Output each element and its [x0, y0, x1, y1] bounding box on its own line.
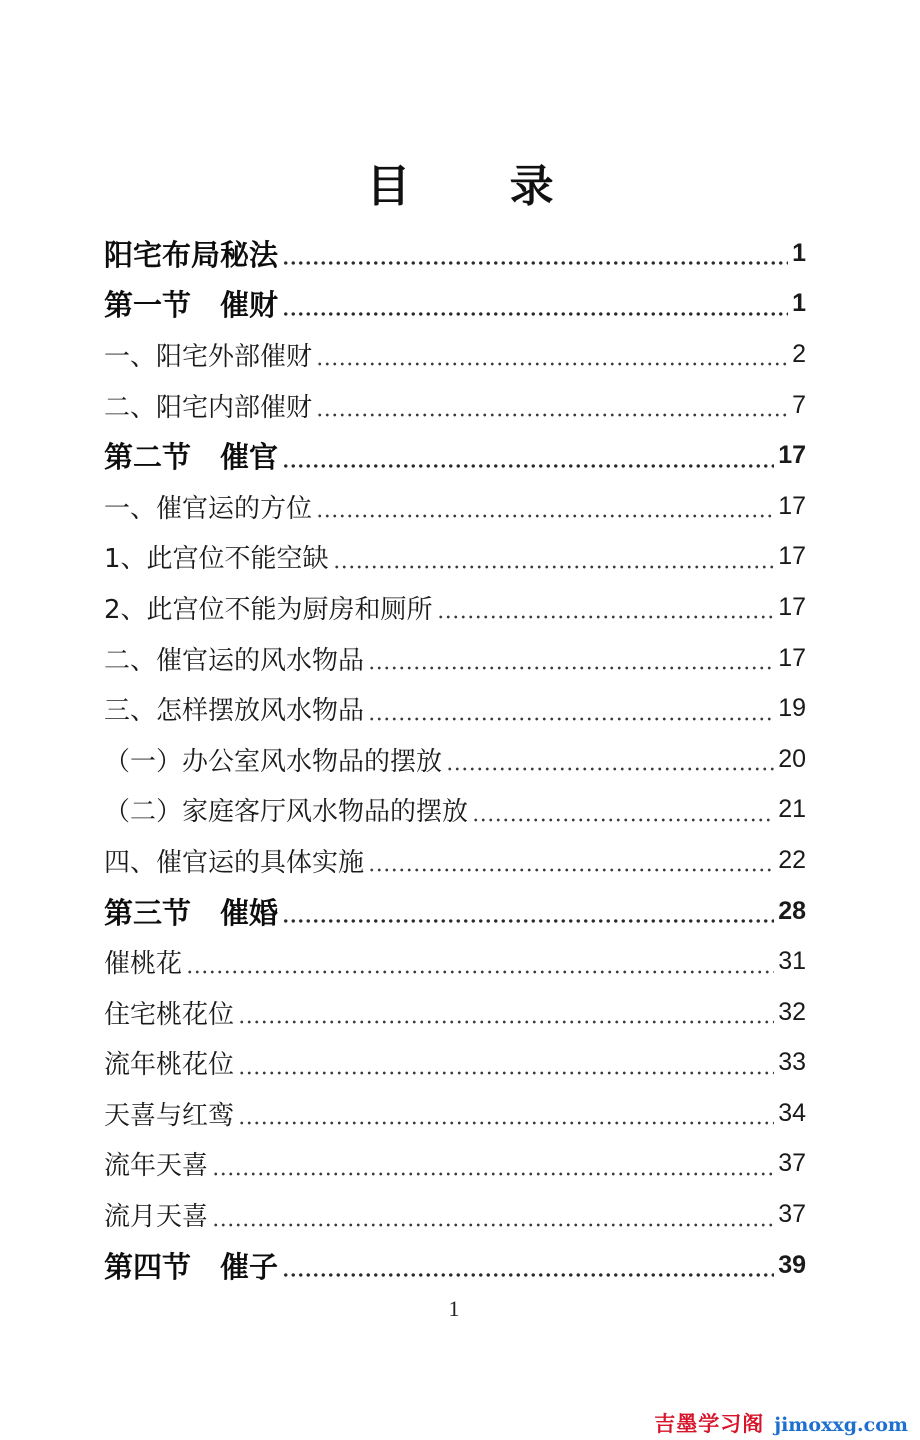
toc-entry-label: 第四节 催子	[104, 1249, 279, 1284]
toc-entry-page: 17	[778, 592, 806, 621]
toc-entry-label: （二）家庭客厅风水物品的摆放	[104, 797, 469, 828]
dot-leader	[212, 1171, 774, 1177]
toc-entry-page: 1	[792, 289, 806, 318]
watermark-url: jimoxxg.com	[774, 1414, 908, 1436]
dot-leader	[282, 463, 774, 469]
toc-entry-page: 37	[778, 1200, 806, 1229]
dot-leader	[316, 361, 788, 367]
toc-entry[interactable]	[104, 886, 806, 937]
toc-entry[interactable]	[104, 1240, 806, 1291]
page-title: 目 录	[366, 161, 596, 212]
toc-entry-label: 流年天喜	[104, 1151, 209, 1182]
toc-entry-label: （一）办公室风水物品的摆放	[104, 746, 443, 777]
toc-entry-label: 天喜与红鸾	[104, 1100, 235, 1131]
toc-entry[interactable]	[104, 532, 806, 583]
table-of-contents	[104, 228, 806, 1290]
toc-entry[interactable]	[104, 633, 806, 684]
toc-entry-label: 阳宅布局秘法	[104, 237, 279, 272]
toc-entry-page: 2	[792, 339, 806, 368]
toc-entry-page: 39	[778, 1250, 806, 1279]
dot-leader	[368, 716, 774, 722]
toc-entry[interactable]	[104, 1189, 806, 1240]
toc-entry-label: 二、催官运的风水物品	[104, 645, 365, 676]
toc-entry[interactable]	[104, 734, 806, 785]
dot-leader	[212, 1222, 774, 1228]
dot-leader	[446, 766, 774, 772]
toc-entry-page: 31	[778, 947, 806, 976]
watermark	[654, 1408, 908, 1438]
toc-entry[interactable]	[104, 1139, 806, 1190]
toc-entry-label: 第二节 催官	[104, 440, 279, 475]
toc-entry-label: 一、阳宅外部催财	[104, 341, 313, 372]
toc-entry[interactable]	[104, 1038, 806, 1089]
toc-entry-label: 第三节 催婚	[104, 895, 279, 930]
page-number: 1	[448, 1296, 460, 1321]
toc-entry[interactable]	[104, 785, 806, 836]
dot-leader	[472, 817, 774, 823]
toc-entry-page: 37	[778, 1149, 806, 1178]
toc-entry[interactable]	[104, 279, 806, 330]
toc-entry-page: 19	[778, 694, 806, 723]
toc-entry-label: 三、怎样摆放风水物品	[104, 696, 365, 727]
toc-entry[interactable]	[104, 582, 806, 633]
toc-entry[interactable]	[104, 481, 806, 532]
toc-entry-page: 17	[778, 643, 806, 672]
dot-leader	[333, 564, 775, 570]
toc-entry-page: 33	[778, 1048, 806, 1077]
toc-entry[interactable]	[104, 683, 806, 734]
toc-entry-page: 20	[778, 744, 806, 773]
toc-entry-page: 21	[778, 795, 806, 824]
toc-entry-label: 流月天喜	[104, 1202, 209, 1233]
toc-entry-page: 32	[778, 997, 806, 1026]
dot-leader	[238, 1120, 774, 1126]
toc-entry[interactable]	[104, 380, 806, 431]
toc-entry-label: 四、催官运的具体实施	[104, 847, 365, 878]
toc-entry[interactable]	[104, 835, 806, 886]
dot-leader	[238, 1070, 774, 1076]
toc-entry[interactable]	[104, 936, 806, 987]
dot-leader	[316, 412, 788, 418]
dot-leader	[186, 969, 774, 975]
dot-leader	[282, 918, 774, 924]
toc-entry-page: 34	[778, 1098, 806, 1127]
toc-entry-label: 住宅桃花位	[104, 999, 235, 1030]
dot-leader	[437, 614, 775, 620]
toc-entry-page: 28	[778, 896, 806, 925]
toc-entry-label: 催桃花	[104, 949, 183, 980]
dot-leader	[282, 260, 788, 266]
toc-entry[interactable]	[104, 228, 806, 279]
dot-leader	[368, 665, 774, 671]
toc-entry-label: 1、此宫位不能空缺	[104, 544, 329, 575]
dot-leader	[238, 1019, 774, 1025]
watermark-name: 吉墨学习阁	[654, 1412, 765, 1436]
toc-entry-page: 1	[792, 238, 806, 267]
toc-entry-page: 7	[792, 390, 806, 419]
toc-entry-label: 一、催官运的方位	[104, 493, 313, 524]
toc-entry[interactable]	[104, 1088, 806, 1139]
dot-leader	[368, 867, 774, 873]
dot-leader	[282, 1272, 774, 1278]
toc-entry-label: 流年桃花位	[104, 1050, 235, 1081]
toc-entry-page: 17	[778, 441, 806, 470]
toc-entry-label: 二、阳宅内部催财	[104, 392, 313, 423]
toc-entry-page: 22	[778, 845, 806, 874]
dot-leader	[316, 513, 774, 519]
toc-entry-page: 17	[778, 542, 806, 571]
toc-entry-label: 2、此宫位不能为厨房和厕所	[104, 594, 433, 625]
dot-leader	[282, 311, 788, 317]
toc-entry[interactable]	[104, 987, 806, 1038]
toc-entry[interactable]	[104, 430, 806, 481]
toc-entry[interactable]	[104, 329, 806, 380]
toc-entry-label: 第一节 催财	[104, 288, 279, 323]
toc-entry-page: 17	[778, 491, 806, 520]
